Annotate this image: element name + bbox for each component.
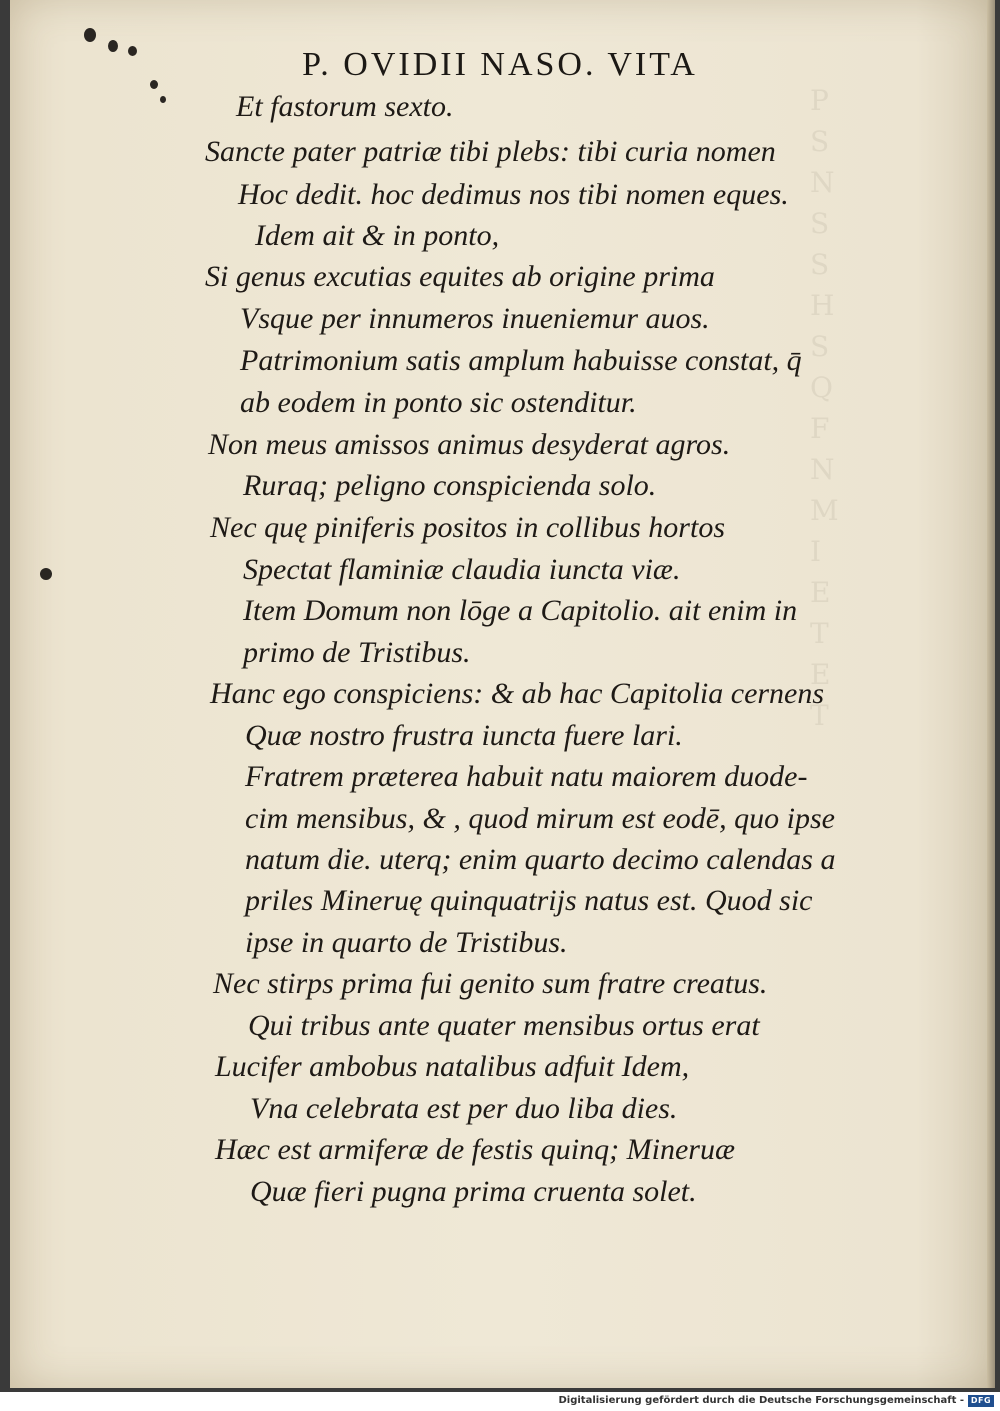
text-line: priles Mineruę quinquatrijs natus est. Quod sic xyxy=(245,884,813,917)
text-line: Fratrem præterea habuit natu maiorem duode- xyxy=(245,760,808,793)
text-line: Hoc dedit. hoc dedimus nos tibi nomen eques. xyxy=(238,178,789,211)
text-line: Nec stirps prima fui genito sum fratre creatus. xyxy=(213,967,768,1000)
ink-blot xyxy=(40,568,52,580)
text-line: Ruraq; peligno conspicienda solo. xyxy=(243,469,657,502)
text-line: Sancte pater patriæ tibi plebs: tibi curia nomen xyxy=(205,135,776,168)
text-line: Vsque per innumeros inueniemur auos. xyxy=(240,302,710,335)
text-line: Hæc est armiferæ de festis quinq; Mineruæ xyxy=(215,1133,735,1166)
text-line: Qui tribus ante quater mensibus ortus erat xyxy=(248,1009,760,1042)
text-line: primo de Tristibus. xyxy=(243,636,471,669)
text-line: natum die. uterq; enim quarto decimo calendas a xyxy=(245,843,836,876)
ink-blot xyxy=(160,96,166,103)
text-line: Item Domum non lōge a Capitolio. ait enim in xyxy=(243,594,798,627)
text-line: Spectat flaminiæ claudia iuncta viæ. xyxy=(243,553,681,586)
text-line: Quæ fieri pugna prima cruenta solet. xyxy=(250,1175,697,1208)
text-line: Non meus amissos animus desyderat agros. xyxy=(208,428,731,461)
text-line: Vna celebrata est per duo liba dies. xyxy=(250,1092,678,1125)
running-head-text: P. OVIDII NASO. VITA xyxy=(302,46,698,83)
text-line: Et fastorum sexto. xyxy=(236,90,454,123)
text-line: Si genus excutias equites ab origine prima xyxy=(205,260,715,293)
dfg-logo-icon: DFG xyxy=(968,1395,994,1407)
text-line: Lucifer ambobus natalibus adfuit Idem, xyxy=(215,1050,690,1083)
text-line: cim mensibus, & , quod mirum est eodē, quo ipse xyxy=(245,802,835,835)
text-line: Quæ nostro frustra iuncta fuere lari. xyxy=(245,719,683,752)
footer-credit: Digitalisierung gefördert durch die Deutsche Forschungsgemeinschaft - xyxy=(558,1395,964,1406)
text-line: Idem ait & in ponto, xyxy=(255,219,500,252)
running-head xyxy=(0,46,1000,84)
text-line: Nec quę piniferis positos in collibus hortos xyxy=(210,511,725,544)
show-through-bleed: P S N S S H S Q F N M I E T E T xyxy=(810,84,839,732)
text-line: ipse in quarto de Tristibus. xyxy=(245,926,568,959)
footer-bar xyxy=(0,1392,1000,1411)
text-line: ab eodem in ponto sic ostenditur. xyxy=(240,386,637,419)
text-line: Patrimonium satis amplum habuisse constat, q̄ xyxy=(240,344,802,377)
ink-blot xyxy=(84,28,96,42)
text-line: Hanc ego conspiciens: & ab hac Capitolia cernens xyxy=(210,677,825,710)
